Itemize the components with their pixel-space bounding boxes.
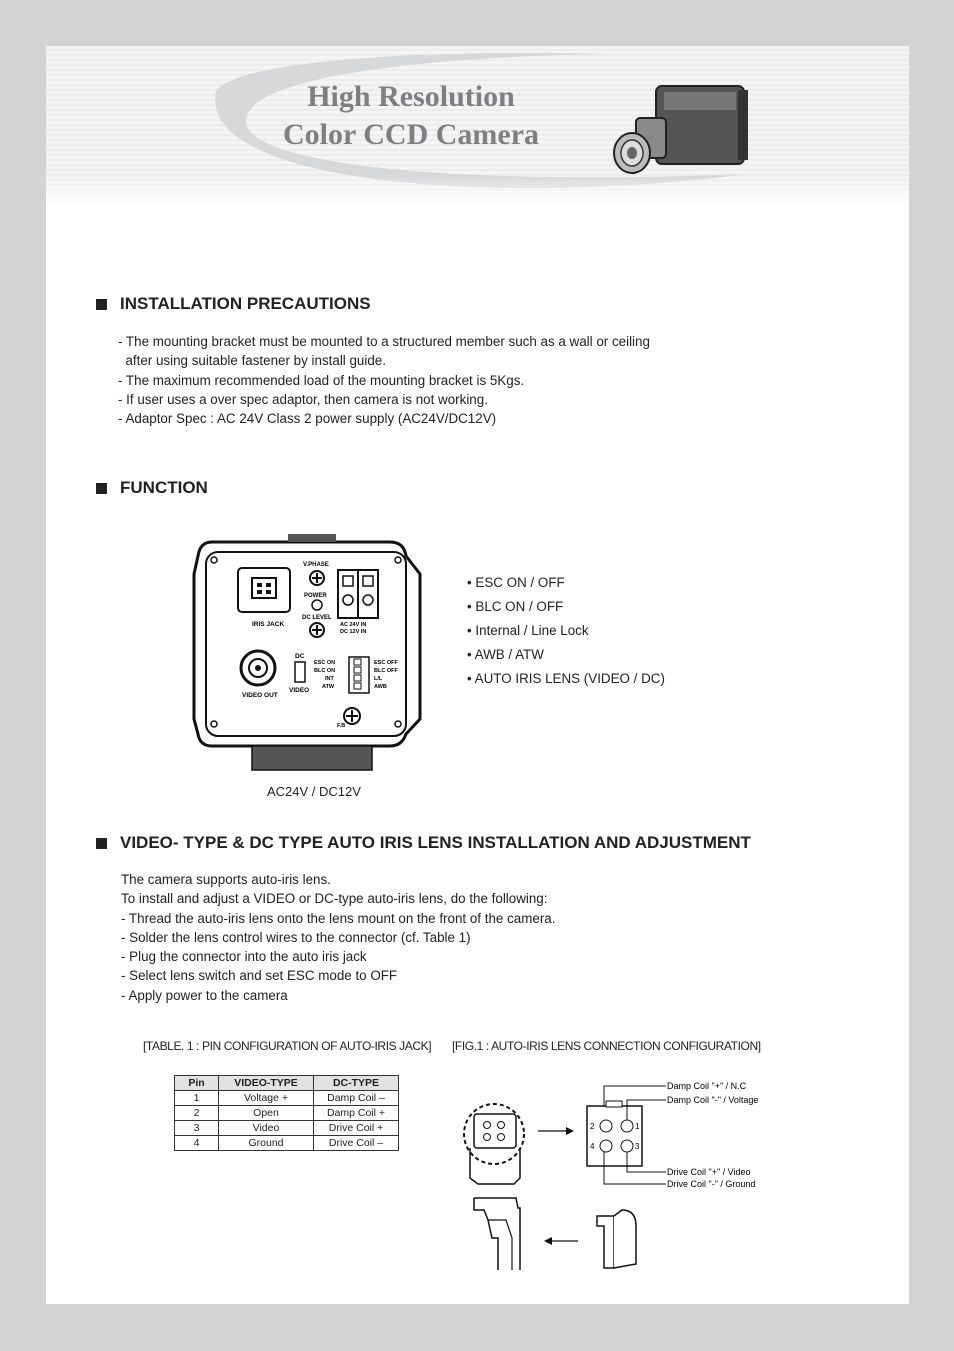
damp-coil-plus-label: Damp Coil "+" / N.C <box>667 1081 747 1091</box>
lens-heading: VIDEO- TYPE & DC TYPE AUTO IRIS LENS INSTALLATION AND ADJUSTMENT <box>96 833 751 853</box>
auto-iris-connection-diagram <box>454 1076 794 1276</box>
svg-text:BLC ON: BLC ON <box>314 668 336 674</box>
svg-text:ESC ON: ESC ON <box>314 660 336 666</box>
svg-text:INT: INT <box>325 676 334 682</box>
list-item: after using suitable fastener by install guide. <box>118 353 386 369</box>
rear-panel-caption: AC24V / DC12V <box>267 784 361 799</box>
list-item: • AWB / ATW <box>467 647 544 662</box>
list-item: The camera supports auto-iris lens. <box>121 872 331 887</box>
list-item: - The maximum recommended load of the mounting bracket is 5Kgs. <box>118 372 525 388</box>
manual-page <box>46 46 909 1304</box>
table-header-row <box>175 1076 399 1091</box>
list-item: - The mounting bracket must be mounted to a structured member such as a wall or ceiling <box>118 334 650 349</box>
pin-1-label: 1 <box>635 1122 640 1131</box>
table-cell: Open <box>219 1106 314 1121</box>
table-cell: Drive Coil – <box>314 1136 399 1151</box>
column-header: DC-TYPE <box>314 1076 399 1091</box>
svg-text:VIDEO: VIDEO <box>289 687 310 694</box>
svg-text:VIDEO OUT: VIDEO OUT <box>242 692 278 699</box>
title-line-2: Color CCD Camera <box>282 118 540 151</box>
svg-text:V.PHASE: V.PHASE <box>303 562 329 568</box>
table-cell: 3 <box>175 1121 219 1136</box>
iris-jack-label: IRIS JACK <box>252 621 285 628</box>
svg-text:BLC OFF: BLC OFF <box>374 668 398 674</box>
list-item: - Solder the lens control wires to the connector (cf. Table 1) <box>121 929 471 945</box>
title-line-1: High Resolution <box>307 80 515 113</box>
function-bullets <box>467 571 665 691</box>
table-row <box>175 1121 399 1136</box>
list-item: - Plug the connector into the auto iris jack <box>121 949 367 965</box>
svg-text:L/L: L/L <box>374 676 383 682</box>
svg-text:DC LEVEL: DC LEVEL <box>302 615 332 621</box>
table-row <box>175 1091 399 1106</box>
list-item: - Thread the auto-iris lens onto the lens mount on the front of the camera. <box>121 910 556 926</box>
table-caption: [TABLE. 1 : PIN CONFIGURATION OF AUTO-IRIS JACK] <box>143 1039 432 1053</box>
drive-coil-plus-label: Drive Coil "+" / Video <box>667 1167 751 1177</box>
damp-coil-minus-label: Damp Coil "-" / Voltage <box>667 1095 759 1105</box>
pin-configuration-table <box>174 1075 399 1151</box>
column-header: Pin <box>175 1076 219 1091</box>
list-item: • ESC ON / OFF <box>467 575 565 590</box>
svg-text:AWB: AWB <box>374 684 387 690</box>
table-cell: Damp Coil – <box>314 1091 399 1106</box>
svg-text:ESC OFF: ESC OFF <box>374 660 398 666</box>
list-item: - Adaptor Spec : AC 24V Class 2 power supply (AC24V/DC12V) <box>118 411 497 427</box>
table-cell: 4 <box>175 1136 219 1151</box>
svg-text:POWER: POWER <box>304 593 327 599</box>
lens-instructions <box>121 870 555 1005</box>
list-item: • Internal / Line Lock <box>467 623 589 638</box>
camera-rear-panel-diagram <box>192 534 432 784</box>
table-cell: Video <box>219 1121 314 1136</box>
svg-text:AC 24V IN: AC 24V IN <box>340 622 367 628</box>
list-item: • AUTO IRIS LENS (VIDEO / DC) <box>467 671 665 686</box>
list-item: - Apply power to the camera <box>121 987 288 1003</box>
list-item: To install and adjust a VIDEO or DC-type auto-iris lens, do the following: <box>121 891 548 907</box>
table-cell: Drive Coil + <box>314 1121 399 1136</box>
svg-text:ATW: ATW <box>322 684 335 690</box>
list-item: • BLC ON / OFF <box>467 599 564 614</box>
square-bullet-icon <box>96 838 107 849</box>
list-item: - If user uses a over spec adaptor, then camera is not working. <box>118 391 488 407</box>
table-cell: Voltage + <box>219 1091 314 1106</box>
table-cell: Ground <box>219 1136 314 1151</box>
svg-text:DC 12V IN: DC 12V IN <box>340 629 367 635</box>
table-row <box>175 1136 399 1151</box>
drive-coil-minus-label: Drive Coil "-" / Ground <box>667 1179 756 1189</box>
figure-caption: [FIG.1 : AUTO-IRIS LENS CONNECTION CONFIGURATION] <box>452 1039 761 1053</box>
pin-4-label: 4 <box>590 1142 595 1151</box>
table-cell: 2 <box>175 1106 219 1121</box>
function-heading: FUNCTION <box>96 478 208 498</box>
installation-heading: INSTALLATION PRECAUTIONS <box>96 294 371 314</box>
table-row <box>175 1106 399 1121</box>
column-header: VIDEO-TYPE <box>219 1076 314 1091</box>
page-title <box>246 78 576 154</box>
installation-list <box>118 332 650 428</box>
table-cell: 1 <box>175 1091 219 1106</box>
table-cell: Damp Coil + <box>314 1106 399 1121</box>
header-banner <box>46 46 909 206</box>
pin-2-label: 2 <box>590 1122 595 1131</box>
square-bullet-icon <box>96 299 107 310</box>
svg-text:F.B: F.B <box>337 723 346 729</box>
svg-text:DC: DC <box>295 653 305 660</box>
pin-3-label: 3 <box>635 1142 640 1151</box>
list-item: - Select lens switch and set ESC mode to OFF <box>121 968 398 984</box>
square-bullet-icon <box>96 483 107 494</box>
